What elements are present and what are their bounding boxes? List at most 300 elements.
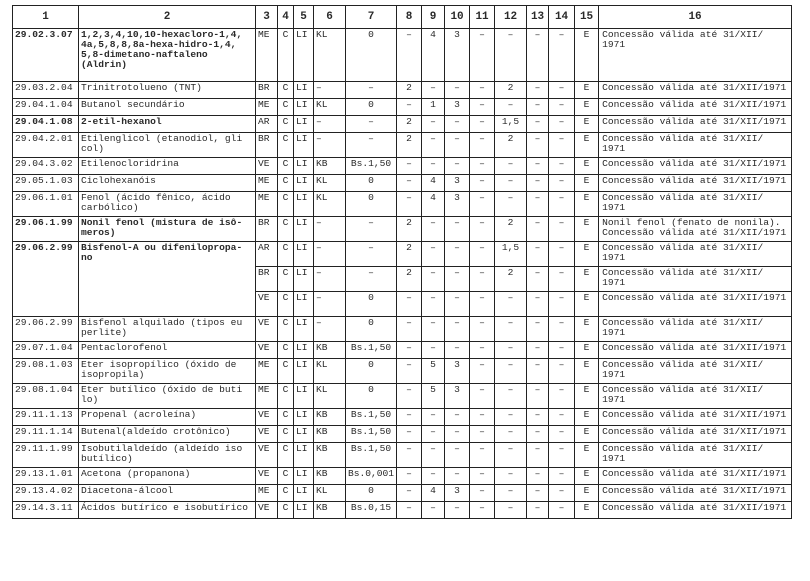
col8-cell: – bbox=[397, 384, 422, 409]
col12-cell: – bbox=[495, 175, 527, 192]
col14-cell: – bbox=[549, 158, 575, 175]
col12-cell: – bbox=[495, 317, 527, 342]
col5-cell: LI bbox=[294, 158, 314, 175]
col4-cell: C bbox=[278, 158, 294, 175]
col12-cell: 2 bbox=[495, 267, 527, 292]
remarks-cell: Concessão válida até 31/XII/ 1971 bbox=[599, 317, 792, 342]
remarks-cell: Concessão válida até 31/XII/ 1971 bbox=[599, 443, 792, 468]
col12-cell: – bbox=[495, 342, 527, 359]
col5-cell: LI bbox=[294, 342, 314, 359]
col9-cell: – bbox=[422, 242, 445, 267]
col15-cell: E bbox=[575, 359, 599, 384]
col10-cell: – bbox=[445, 317, 470, 342]
col5-cell: LI bbox=[294, 29, 314, 82]
col7-cell: Bs.0,001 bbox=[346, 468, 397, 485]
col7-cell: – bbox=[346, 82, 397, 99]
col13-cell: – bbox=[527, 242, 549, 267]
remarks-cell: Concessão válida até 31/XII/ 1971 bbox=[599, 384, 792, 409]
col4-cell: C bbox=[278, 485, 294, 502]
col15-cell: E bbox=[575, 192, 599, 217]
col9-cell: – bbox=[422, 82, 445, 99]
col9-cell: – bbox=[422, 267, 445, 292]
col11-cell: – bbox=[470, 342, 495, 359]
country-cell: ME bbox=[256, 175, 278, 192]
col4-cell: C bbox=[278, 342, 294, 359]
col13-cell: – bbox=[527, 175, 549, 192]
col4-cell: C bbox=[278, 317, 294, 342]
col8-cell: 2 bbox=[397, 116, 422, 133]
col10-cell: – bbox=[445, 217, 470, 242]
col6-cell: – bbox=[314, 217, 346, 242]
product-name-cell: Diacetona-álcool bbox=[79, 485, 256, 502]
col6-cell: KL bbox=[314, 192, 346, 217]
code-cell: 29.07.1.04 bbox=[13, 342, 79, 359]
col6-cell: KB bbox=[314, 443, 346, 468]
col9-cell: – bbox=[422, 217, 445, 242]
col9-cell: 4 bbox=[422, 29, 445, 82]
col7-cell: 0 bbox=[346, 485, 397, 502]
remarks-cell: Concessão válida até 31/XII/1971 bbox=[599, 158, 792, 175]
col7-cell: Bs.1,50 bbox=[346, 409, 397, 426]
table-row bbox=[13, 443, 792, 468]
product-name-cell: Bisfenol alquilado (tipos eu perlite) bbox=[79, 317, 256, 342]
country-cell: VE bbox=[256, 342, 278, 359]
table-row bbox=[13, 409, 792, 426]
product-name-cell: Isobutilaldeído (aldeído iso butílico) bbox=[79, 443, 256, 468]
code-cell: 29.04.2.01 bbox=[13, 133, 79, 158]
remarks-cell: Concessão válida até 31/XII/1971 bbox=[599, 116, 792, 133]
header-row bbox=[13, 6, 792, 29]
product-name-cell: Nonil fenol (mistura de isô- meros) bbox=[79, 217, 256, 242]
col8-cell: – bbox=[397, 468, 422, 485]
column-header-8: 8 bbox=[397, 6, 422, 29]
col9-cell: – bbox=[422, 342, 445, 359]
col13-cell: – bbox=[527, 342, 549, 359]
col14-cell: – bbox=[549, 485, 575, 502]
code-cell: 29.14.3.11 bbox=[13, 502, 79, 519]
col12-cell: 2 bbox=[495, 217, 527, 242]
col12-cell: – bbox=[495, 384, 527, 409]
country-cell: BR bbox=[256, 82, 278, 99]
col6-cell: KB bbox=[314, 426, 346, 443]
col8-cell: 2 bbox=[397, 267, 422, 292]
remarks-cell: Concessão válida até 31/XII/1971 bbox=[599, 426, 792, 443]
col6-cell: KB bbox=[314, 468, 346, 485]
col10-cell: – bbox=[445, 242, 470, 267]
col12-cell: – bbox=[495, 443, 527, 468]
col5-cell: LI bbox=[294, 242, 314, 267]
col10-cell: – bbox=[445, 133, 470, 158]
col6-cell: KB bbox=[314, 342, 346, 359]
col9-cell: – bbox=[422, 468, 445, 485]
code-cell: 29.04.1.08 bbox=[13, 116, 79, 133]
col12-cell: 1,5 bbox=[495, 116, 527, 133]
col8-cell: – bbox=[397, 443, 422, 468]
col7-cell: 0 bbox=[346, 384, 397, 409]
remarks-cell: Concessão válida até 31/XII/1971 bbox=[599, 99, 792, 116]
col7-cell: – bbox=[346, 116, 397, 133]
column-header-3: 3 bbox=[256, 6, 278, 29]
col12-cell: – bbox=[495, 359, 527, 384]
col10-cell: – bbox=[445, 158, 470, 175]
col4-cell: C bbox=[278, 29, 294, 82]
remarks-cell: Concessão válida até 31/XII/1971 bbox=[599, 82, 792, 99]
col15-cell: E bbox=[575, 158, 599, 175]
table-row bbox=[13, 29, 792, 82]
col9-cell: 4 bbox=[422, 175, 445, 192]
col13-cell: – bbox=[527, 292, 549, 317]
col11-cell: – bbox=[470, 192, 495, 217]
col11-cell: – bbox=[470, 359, 495, 384]
col14-cell: – bbox=[549, 359, 575, 384]
col11-cell: – bbox=[470, 468, 495, 485]
column-header-1: 1 bbox=[13, 6, 79, 29]
col10-cell: – bbox=[445, 116, 470, 133]
code-cell: 29.06.1.99 bbox=[13, 217, 79, 242]
column-header-10: 10 bbox=[445, 6, 470, 29]
col14-cell: – bbox=[549, 133, 575, 158]
remarks-cell: Concessão válida até 31/XII/1971 bbox=[599, 502, 792, 519]
col8-cell: – bbox=[397, 502, 422, 519]
col9-cell: – bbox=[422, 317, 445, 342]
col5-cell: LI bbox=[294, 384, 314, 409]
col6-cell: KL bbox=[314, 175, 346, 192]
column-header-15: 15 bbox=[575, 6, 599, 29]
country-cell: BR bbox=[256, 267, 278, 292]
code-cell: 29.04.3.02 bbox=[13, 158, 79, 175]
country-cell: AR bbox=[256, 242, 278, 267]
col5-cell: LI bbox=[294, 267, 314, 292]
col5-cell: LI bbox=[294, 292, 314, 317]
col10-cell: – bbox=[445, 292, 470, 317]
col7-cell: 0 bbox=[346, 175, 397, 192]
col13-cell: – bbox=[527, 158, 549, 175]
product-name-cell: Pentaclorofenol bbox=[79, 342, 256, 359]
col14-cell: – bbox=[549, 292, 575, 317]
col11-cell: – bbox=[470, 116, 495, 133]
col14-cell: – bbox=[549, 468, 575, 485]
col12-cell: – bbox=[495, 502, 527, 519]
col7-cell: Bs.1,50 bbox=[346, 342, 397, 359]
product-name-cell: Ciclohexanóis bbox=[79, 175, 256, 192]
remarks-cell: Concessão válida até 31/XII/1971 bbox=[599, 292, 792, 317]
product-name-cell: Butanol secundário bbox=[79, 99, 256, 116]
product-name-cell: 2-etil-hexanol bbox=[79, 116, 256, 133]
col8-cell: – bbox=[397, 29, 422, 82]
code-cell: 29.13.1.01 bbox=[13, 468, 79, 485]
country-cell: ME bbox=[256, 99, 278, 116]
col7-cell: – bbox=[346, 133, 397, 158]
col6-cell: KB bbox=[314, 502, 346, 519]
remarks-cell: Concessão válida até 31/XII/1971 bbox=[599, 175, 792, 192]
col10-cell: – bbox=[445, 468, 470, 485]
col14-cell: – bbox=[549, 384, 575, 409]
col7-cell: 0 bbox=[346, 359, 397, 384]
country-cell: ME bbox=[256, 384, 278, 409]
col14-cell: – bbox=[549, 242, 575, 267]
col13-cell: – bbox=[527, 359, 549, 384]
product-name-cell: Bisfenol-A ou difenilopropa- no bbox=[79, 242, 256, 317]
table-row bbox=[13, 317, 792, 342]
col10-cell: 3 bbox=[445, 192, 470, 217]
country-cell: VE bbox=[256, 158, 278, 175]
col6-cell: – bbox=[314, 267, 346, 292]
col14-cell: – bbox=[549, 342, 575, 359]
table-row bbox=[13, 99, 792, 116]
product-name-cell: Etilenglicol (etanodiol, gli col) bbox=[79, 133, 256, 158]
code-cell: 29.03.2.04 bbox=[13, 82, 79, 99]
table-row bbox=[13, 133, 792, 158]
col13-cell: – bbox=[527, 485, 549, 502]
col12-cell: 2 bbox=[495, 82, 527, 99]
col12-cell: – bbox=[495, 192, 527, 217]
col5-cell: LI bbox=[294, 133, 314, 158]
col8-cell: – bbox=[397, 158, 422, 175]
country-cell: VE bbox=[256, 502, 278, 519]
country-cell: AR bbox=[256, 116, 278, 133]
remarks-cell: Nonil fenol (fenato de nonila). Concessão válida até 31/XII/1971 bbox=[599, 217, 792, 242]
col6-cell: KB bbox=[314, 158, 346, 175]
col15-cell: E bbox=[575, 426, 599, 443]
col6-cell: – bbox=[314, 292, 346, 317]
col11-cell: – bbox=[470, 99, 495, 116]
col7-cell: Bs.0,15 bbox=[346, 502, 397, 519]
col14-cell: – bbox=[549, 99, 575, 116]
country-cell: VE bbox=[256, 468, 278, 485]
col15-cell: E bbox=[575, 116, 599, 133]
table-row bbox=[13, 116, 792, 133]
col4-cell: C bbox=[278, 217, 294, 242]
col6-cell: – bbox=[314, 133, 346, 158]
col15-cell: E bbox=[575, 217, 599, 242]
col8-cell: – bbox=[397, 485, 422, 502]
col13-cell: – bbox=[527, 317, 549, 342]
col5-cell: LI bbox=[294, 468, 314, 485]
country-cell: BR bbox=[256, 217, 278, 242]
col8-cell: – bbox=[397, 359, 422, 384]
col7-cell: Bs.1,50 bbox=[346, 426, 397, 443]
code-cell: 29.13.4.02 bbox=[13, 485, 79, 502]
col12-cell: – bbox=[495, 158, 527, 175]
col13-cell: – bbox=[527, 192, 549, 217]
col9-cell: 1 bbox=[422, 99, 445, 116]
code-cell: 29.08.1.03 bbox=[13, 359, 79, 384]
col12-cell: – bbox=[495, 292, 527, 317]
col8-cell: 2 bbox=[397, 82, 422, 99]
col7-cell: Bs.1,50 bbox=[346, 443, 397, 468]
table-row bbox=[13, 485, 792, 502]
col10-cell: 3 bbox=[445, 175, 470, 192]
col5-cell: LI bbox=[294, 192, 314, 217]
col6-cell: – bbox=[314, 82, 346, 99]
remarks-cell: Concessão válida até 31/XII/ 1971 bbox=[599, 133, 792, 158]
col4-cell: C bbox=[278, 502, 294, 519]
code-cell: 29.11.1.99 bbox=[13, 443, 79, 468]
col15-cell: E bbox=[575, 133, 599, 158]
col12-cell: – bbox=[495, 485, 527, 502]
remarks-cell: Concessão válida até 31/XII/1971 bbox=[599, 342, 792, 359]
table-row bbox=[13, 342, 792, 359]
col9-cell: – bbox=[422, 502, 445, 519]
col15-cell: E bbox=[575, 267, 599, 292]
col9-cell: – bbox=[422, 409, 445, 426]
col11-cell: – bbox=[470, 267, 495, 292]
col8-cell: – bbox=[397, 342, 422, 359]
column-header-5: 5 bbox=[294, 6, 314, 29]
code-cell: 29.04.1.04 bbox=[13, 99, 79, 116]
col7-cell: – bbox=[346, 267, 397, 292]
col14-cell: – bbox=[549, 502, 575, 519]
remarks-cell: Concessão válida até 31/XII/ 1971 bbox=[599, 267, 792, 292]
col11-cell: – bbox=[470, 158, 495, 175]
column-header-2: 2 bbox=[79, 6, 256, 29]
col12-cell: – bbox=[495, 468, 527, 485]
col14-cell: – bbox=[549, 443, 575, 468]
col15-cell: E bbox=[575, 175, 599, 192]
col12-cell: – bbox=[495, 409, 527, 426]
col5-cell: LI bbox=[294, 175, 314, 192]
col4-cell: C bbox=[278, 468, 294, 485]
col8-cell: – bbox=[397, 426, 422, 443]
remarks-cell: Concessão válida até 31/XII/1971 bbox=[599, 409, 792, 426]
col13-cell: – bbox=[527, 82, 549, 99]
column-header-6: 6 bbox=[314, 6, 346, 29]
product-name-cell: Ácidos butírico e isobutírico bbox=[79, 502, 256, 519]
table-row bbox=[13, 359, 792, 384]
table-row bbox=[13, 217, 792, 242]
col15-cell: E bbox=[575, 82, 599, 99]
col13-cell: – bbox=[527, 133, 549, 158]
table-row bbox=[13, 384, 792, 409]
column-header-11: 11 bbox=[470, 6, 495, 29]
col15-cell: E bbox=[575, 99, 599, 116]
col6-cell: KL bbox=[314, 359, 346, 384]
col8-cell: 2 bbox=[397, 133, 422, 158]
col10-cell: 3 bbox=[445, 485, 470, 502]
col6-cell: – bbox=[314, 242, 346, 267]
col4-cell: C bbox=[278, 384, 294, 409]
code-cell: 29.11.1.14 bbox=[13, 426, 79, 443]
col6-cell: KB bbox=[314, 409, 346, 426]
product-name-cell: 1,2,3,4,10,10-hexacloro-1,4, 4a,5,8,8,8a-hexa-hidro-1,4, 5,8-dimetano-naftaleno (Aldrin) bbox=[79, 29, 256, 82]
col10-cell: – bbox=[445, 426, 470, 443]
col14-cell: – bbox=[549, 317, 575, 342]
col15-cell: E bbox=[575, 409, 599, 426]
col14-cell: – bbox=[549, 267, 575, 292]
col4-cell: C bbox=[278, 192, 294, 217]
col8-cell: – bbox=[397, 99, 422, 116]
col12-cell: – bbox=[495, 99, 527, 116]
col6-cell: KL bbox=[314, 384, 346, 409]
col11-cell: – bbox=[470, 317, 495, 342]
col6-cell: KL bbox=[314, 29, 346, 82]
table-row bbox=[13, 192, 792, 217]
col14-cell: – bbox=[549, 409, 575, 426]
col5-cell: LI bbox=[294, 359, 314, 384]
col13-cell: – bbox=[527, 29, 549, 82]
col7-cell: – bbox=[346, 242, 397, 267]
column-header-7: 7 bbox=[346, 6, 397, 29]
table-row bbox=[13, 82, 792, 99]
col12-cell: – bbox=[495, 29, 527, 82]
col4-cell: C bbox=[278, 82, 294, 99]
column-header-13: 13 bbox=[527, 6, 549, 29]
col12-cell: 1,5 bbox=[495, 242, 527, 267]
col8-cell: 2 bbox=[397, 242, 422, 267]
remarks-cell: Concessão válida até 31/XII/ 1971 bbox=[599, 242, 792, 267]
col4-cell: C bbox=[278, 116, 294, 133]
col15-cell: E bbox=[575, 443, 599, 468]
product-name-cell: Propenal (acroleína) bbox=[79, 409, 256, 426]
remarks-cell: Concessão válida até 31/XII/1971 bbox=[599, 468, 792, 485]
col13-cell: – bbox=[527, 384, 549, 409]
col9-cell: – bbox=[422, 133, 445, 158]
col6-cell: KL bbox=[314, 485, 346, 502]
col11-cell: – bbox=[470, 133, 495, 158]
col10-cell: – bbox=[445, 443, 470, 468]
col15-cell: E bbox=[575, 502, 599, 519]
col5-cell: LI bbox=[294, 485, 314, 502]
col10-cell: 3 bbox=[445, 359, 470, 384]
col15-cell: E bbox=[575, 29, 599, 82]
country-cell: VE bbox=[256, 292, 278, 317]
col13-cell: – bbox=[527, 426, 549, 443]
code-cell: 29.06.1.01 bbox=[13, 192, 79, 217]
col14-cell: – bbox=[549, 217, 575, 242]
col11-cell: – bbox=[470, 217, 495, 242]
col11-cell: – bbox=[470, 242, 495, 267]
col9-cell: – bbox=[422, 116, 445, 133]
col8-cell: – bbox=[397, 409, 422, 426]
column-header-12: 12 bbox=[495, 6, 527, 29]
col7-cell: 0 bbox=[346, 29, 397, 82]
col14-cell: – bbox=[549, 426, 575, 443]
col8-cell: 2 bbox=[397, 217, 422, 242]
col4-cell: C bbox=[278, 133, 294, 158]
column-header-4: 4 bbox=[278, 6, 294, 29]
col13-cell: – bbox=[527, 443, 549, 468]
col15-cell: E bbox=[575, 384, 599, 409]
col5-cell: LI bbox=[294, 426, 314, 443]
col4-cell: C bbox=[278, 267, 294, 292]
col5-cell: LI bbox=[294, 99, 314, 116]
col15-cell: E bbox=[575, 242, 599, 267]
country-cell: BR bbox=[256, 133, 278, 158]
code-cell: 29.06.2.99 bbox=[13, 242, 79, 317]
code-cell: 29.06.2.99 bbox=[13, 317, 79, 342]
col14-cell: – bbox=[549, 192, 575, 217]
country-cell: VE bbox=[256, 426, 278, 443]
col4-cell: C bbox=[278, 242, 294, 267]
col4-cell: C bbox=[278, 443, 294, 468]
col14-cell: – bbox=[549, 82, 575, 99]
code-cell: 29.05.1.03 bbox=[13, 175, 79, 192]
col11-cell: – bbox=[470, 426, 495, 443]
col9-cell: 4 bbox=[422, 192, 445, 217]
tariff-table bbox=[12, 5, 792, 519]
country-cell: VE bbox=[256, 409, 278, 426]
column-header-16: 16 bbox=[599, 6, 792, 29]
col7-cell: 0 bbox=[346, 192, 397, 217]
col5-cell: LI bbox=[294, 317, 314, 342]
table-row bbox=[13, 468, 792, 485]
col13-cell: – bbox=[527, 99, 549, 116]
col10-cell: 3 bbox=[445, 99, 470, 116]
col7-cell: 0 bbox=[346, 317, 397, 342]
col9-cell: 4 bbox=[422, 485, 445, 502]
col13-cell: – bbox=[527, 502, 549, 519]
col13-cell: – bbox=[527, 217, 549, 242]
